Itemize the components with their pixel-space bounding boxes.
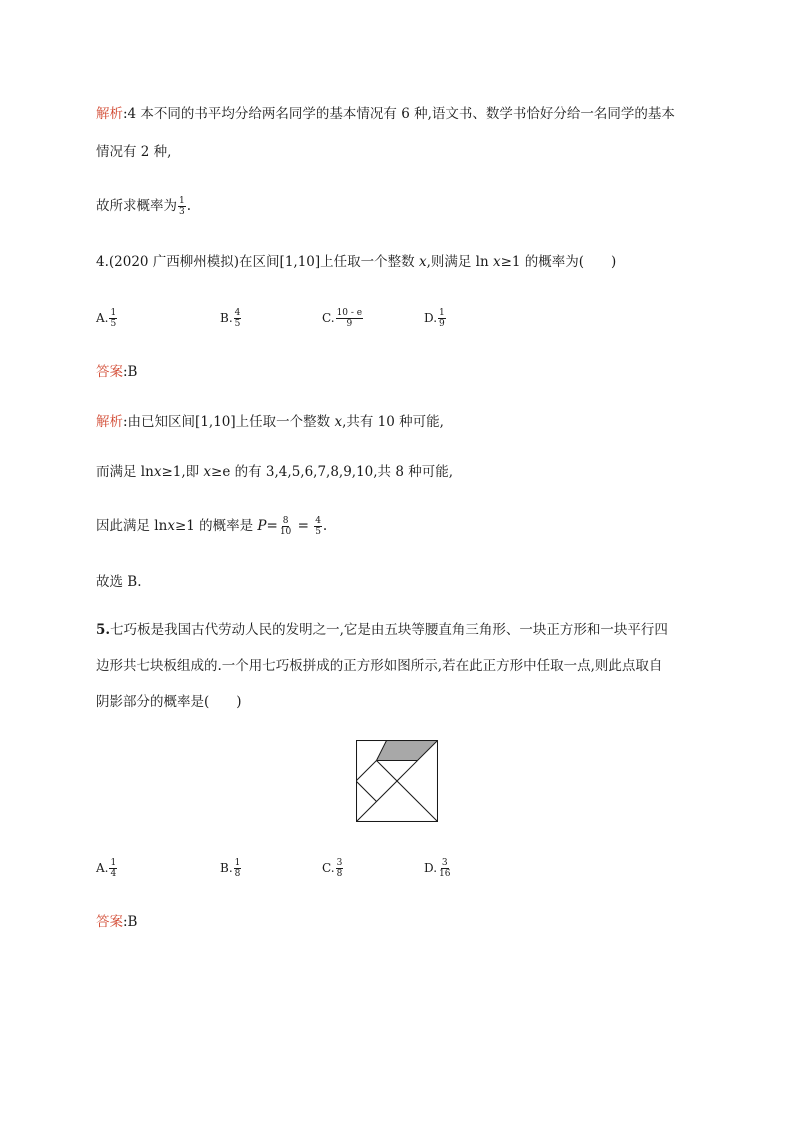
question-text: ≥1 的概率为( ): [500, 254, 617, 270]
question-text: 七巧板是我国古代劳动人民的发明之一,它是由五块等腰直角三角形、一块正方形和一块平行四: [110, 622, 668, 638]
answer-label: 答案: [96, 914, 123, 930]
question-text: ,则满足 ln: [426, 254, 493, 270]
fraction-den: 3: [179, 207, 185, 217]
tangram-line: [377, 761, 439, 823]
q4-option-a[interactable]: [96, 308, 118, 329]
fraction-num: 1: [179, 196, 185, 206]
fraction-num: 4: [315, 516, 321, 526]
question-5-stem-2: [96, 656, 662, 676]
fraction: [109, 858, 117, 879]
analysis-text: ≥e 的有 3,4,5,6,7,8,9,10,共 8 种可能,: [211, 464, 454, 480]
q5-answer: [96, 912, 137, 932]
variable: x: [167, 518, 175, 534]
analysis-line-2: [96, 142, 171, 162]
option-letter: B.: [220, 311, 233, 325]
analysis-label: 解析: [96, 414, 123, 430]
fraction-den: 8: [234, 869, 241, 879]
question-5-stem-1: [96, 620, 668, 640]
tangram-figure: [356, 740, 438, 822]
fraction-den: 5: [110, 319, 117, 329]
fraction-num: 3: [441, 858, 448, 868]
variable: x: [492, 254, 501, 270]
fraction-den: 4: [110, 869, 117, 879]
variable: P: [257, 518, 267, 534]
fraction: [314, 516, 322, 537]
analysis-line-3: [96, 196, 191, 217]
question-5-stem-3: [96, 692, 242, 712]
analysis-text: =: [293, 518, 314, 534]
analysis-text: 因此满足 ln: [96, 518, 168, 534]
answer-text: :B: [123, 914, 138, 930]
fraction-den: 5: [315, 527, 321, 537]
analysis-line-1: [96, 104, 675, 124]
tangram-line: [356, 781, 377, 802]
q5-option-d[interactable]: [424, 858, 452, 879]
option-letter: A.: [96, 861, 109, 875]
analysis-text: =: [266, 518, 278, 534]
question-number: 5.: [96, 622, 111, 638]
fraction-num: 1: [110, 308, 117, 318]
analysis-label: 解析: [96, 106, 123, 122]
fraction: [336, 308, 364, 329]
q4-answer: [96, 362, 137, 382]
fraction-num: 1: [110, 858, 117, 868]
variable: x: [418, 254, 427, 270]
fraction-num: 4: [234, 308, 241, 318]
analysis-text: .: [186, 198, 192, 214]
fraction: [178, 196, 186, 217]
fraction-num: 1: [234, 858, 241, 868]
fraction: [109, 308, 117, 329]
fraction-den: 8: [336, 869, 343, 879]
option-letter: C.: [322, 861, 335, 875]
option-letter: C.: [322, 311, 335, 325]
analysis-text: 情况有 2 种,: [96, 144, 172, 160]
q4-analysis-line-2: [96, 462, 453, 482]
analysis-text: ,共有 10 种可能,: [342, 414, 444, 430]
fraction-den: 9: [439, 319, 445, 329]
analysis-text: 故选 B.: [96, 574, 142, 590]
fraction: [234, 858, 242, 879]
option-letter: D.: [424, 311, 438, 325]
analysis-text: .: [322, 518, 328, 534]
q5-option-b[interactable]: [220, 858, 242, 879]
analysis-text: :4 本不同的书平均分给两名同学的基本情况有 6 种,语文书、数学书恰好分给一名同学的基本: [123, 106, 675, 122]
q4-analysis-line-4: [96, 572, 142, 592]
fraction-den: 9: [346, 319, 353, 329]
tangram-line: [356, 761, 377, 782]
option-letter: B.: [220, 861, 233, 875]
fraction: [336, 858, 344, 879]
option-letter: A.: [96, 311, 109, 325]
q4-option-b[interactable]: [220, 308, 242, 329]
fraction-num: 3: [336, 858, 343, 868]
question-text: 边形共七块板组成的.一个用七巧板拼成的正方形如图所示,若在此正方形中任取一点,则此点取自: [96, 658, 663, 674]
q4-analysis-line-3: [96, 516, 327, 537]
question-4-stem: [96, 252, 616, 272]
fraction: [438, 308, 446, 329]
fraction-num: 1: [439, 308, 445, 318]
variable: x: [153, 464, 162, 480]
q5-option-c[interactable]: [322, 858, 344, 879]
fraction: [438, 858, 451, 879]
fraction: [234, 308, 242, 329]
analysis-text: 故所求概率为: [96, 198, 177, 214]
question-text: 阴影部分的概率是( ): [96, 694, 242, 710]
answer-text: :B: [123, 364, 138, 380]
option-letter: D.: [424, 861, 438, 875]
analysis-text: :由已知区间[1,10]上任取一个整数: [123, 414, 335, 430]
variable: x: [334, 414, 343, 430]
fraction-den: 16: [439, 869, 451, 879]
question-text: 4.(2020 广西柳州模拟)在区间[1,10]上任取一个整数: [96, 254, 419, 270]
fraction-num: 8: [282, 516, 289, 526]
answer-label: 答案: [96, 364, 123, 380]
fraction-den: 5: [234, 319, 241, 329]
analysis-text: 而满足 ln: [96, 464, 154, 480]
variable: x: [203, 464, 212, 480]
analysis-text: ≥1 的概率是: [174, 518, 258, 534]
fraction-den: 10: [279, 527, 292, 537]
fraction: [279, 516, 292, 537]
q5-option-a[interactable]: [96, 858, 118, 879]
analysis-text: ≥1,即: [161, 464, 204, 480]
fraction-num: 10 - e: [336, 308, 363, 318]
q4-option-c[interactable]: [322, 308, 364, 329]
q4-option-d[interactable]: [424, 308, 447, 329]
q4-analysis-line-1: [96, 412, 444, 432]
